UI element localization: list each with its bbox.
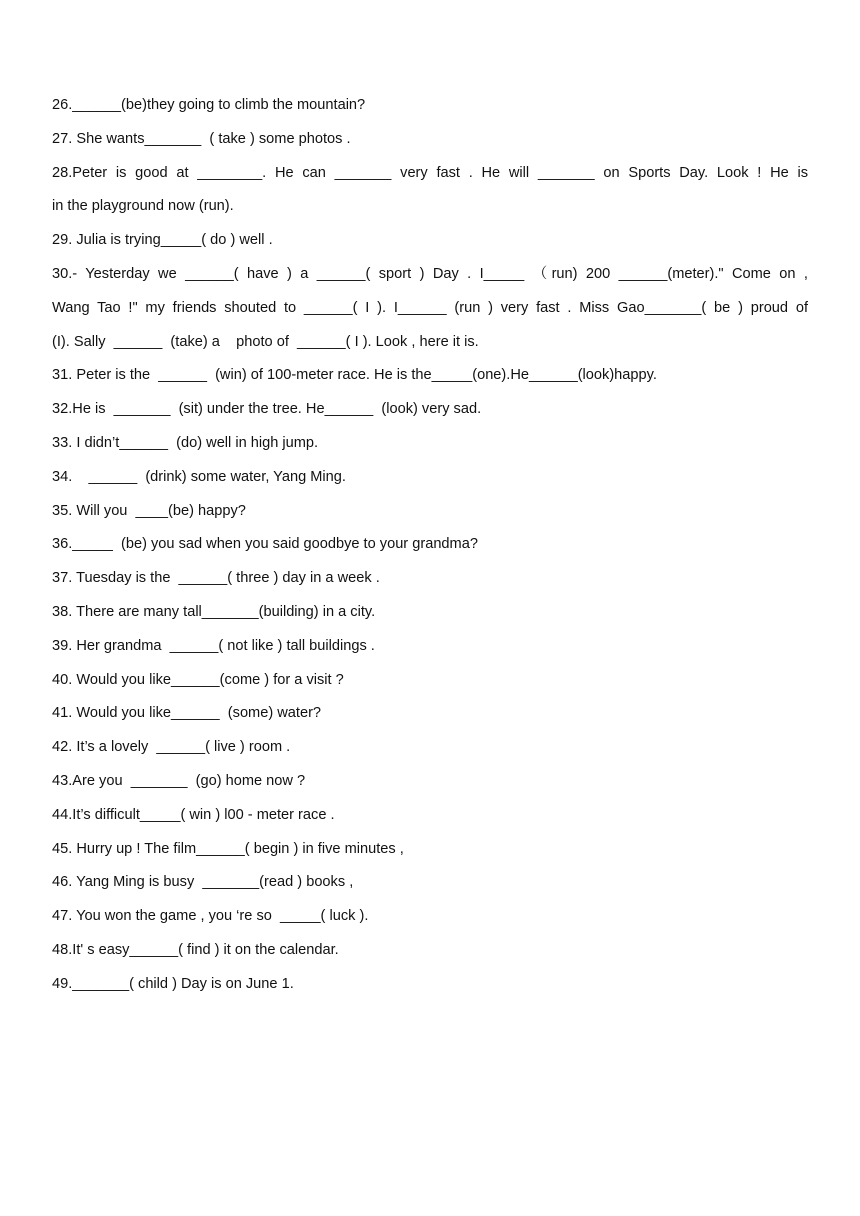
question-line: 34. ______ (drink) some water, Yang Ming.: [52, 468, 346, 485]
question-line: 37. Tuesday is the ______( three ) day in a week .: [52, 570, 380, 587]
question-43: [52, 765, 808, 799]
question-line: 49._______( child ) Day is on June 1.: [52, 975, 294, 992]
question-41: [52, 697, 808, 731]
question-26: [52, 89, 808, 123]
question-line: 43.Are you _______ (go) home now ?: [52, 772, 306, 789]
question-line: 41. Would you like______ (some) water?: [52, 705, 322, 722]
question-28: [52, 157, 808, 225]
question-36: [52, 528, 808, 562]
question-37: [52, 562, 808, 596]
question-line: 39. Her grandma ______( not like ) tall buildings .: [52, 637, 375, 654]
worksheet-page: [52, 89, 808, 1002]
question-line: 47. You won the game , you ‘re so _____( luck ).: [52, 908, 369, 925]
question-47: [52, 900, 808, 934]
question-line: 30.- Yesterday we ______( have ) a ______( sport ) Day . I_____ （run) 200 ______(meter)." Come on ,: [52, 265, 808, 282]
question-33: [52, 427, 808, 461]
question-line: 36._____ (be) you sad when you said goodbye to your grandma?: [52, 536, 478, 553]
question-44: [52, 799, 808, 833]
question-line: 31. Peter is the ______ (win) of 100-meter race. He is the_____(one).He______(look)happy.: [52, 367, 657, 384]
question-line: 27. She wants_______ ( take ) some photos .: [52, 130, 351, 147]
question-line: Wang Tao !" my friends shouted to ______( I ). I______ (run ) very fast . Miss Gao_______( be ) proud of: [52, 299, 808, 316]
question-42: [52, 731, 808, 765]
question-31: [52, 359, 808, 393]
question-40: [52, 664, 808, 698]
question-line: in the playground now (run).: [52, 198, 234, 215]
question-line: 40. Would you like______(come ) for a visit ?: [52, 671, 344, 688]
question-46: [52, 866, 808, 900]
question-48: [52, 934, 808, 968]
question-line: 44.It’s difficult_____( win ) l00 - meter race .: [52, 806, 335, 823]
question-35: [52, 495, 808, 529]
question-34: [52, 461, 808, 495]
question-45: [52, 833, 808, 867]
question-line: 29. Julia is trying_____( do ) well .: [52, 232, 273, 249]
question-line: 28.Peter is good at ________. He can _______ very fast . He will _______ on Sports Day. Look ! He is: [52, 164, 808, 181]
question-line: 42. It’s a lovely ______( live ) room .: [52, 739, 291, 756]
question-line: 32.He is _______ (sit) under the tree. He______ (look) very sad.: [52, 401, 482, 418]
question-49: [52, 968, 808, 1002]
question-38: [52, 596, 808, 630]
question-32: [52, 393, 808, 427]
question-line: 46. Yang Ming is busy _______(read ) books ,: [52, 874, 354, 891]
question-line: 35. Will you ____(be) happy?: [52, 502, 246, 519]
question-line: 45. Hurry up ! The film______( begin ) in five minutes ,: [52, 840, 404, 857]
question-29: [52, 224, 808, 258]
question-line: 48.It' s easy______( find ) it on the calendar.: [52, 941, 339, 958]
question-line: (I). Sally ______ (take) a photo of ______( I ). Look , here it is.: [52, 333, 479, 350]
question-line: 38. There are many tall_______(building) in a city.: [52, 603, 376, 620]
question-30: [52, 258, 808, 359]
question-39: [52, 630, 808, 664]
question-line: 26.______(be)they going to climb the mountain?: [52, 97, 366, 113]
question-27: [52, 123, 808, 157]
question-line: 33. I didn’t______ (do) well in high jump.: [52, 434, 319, 451]
